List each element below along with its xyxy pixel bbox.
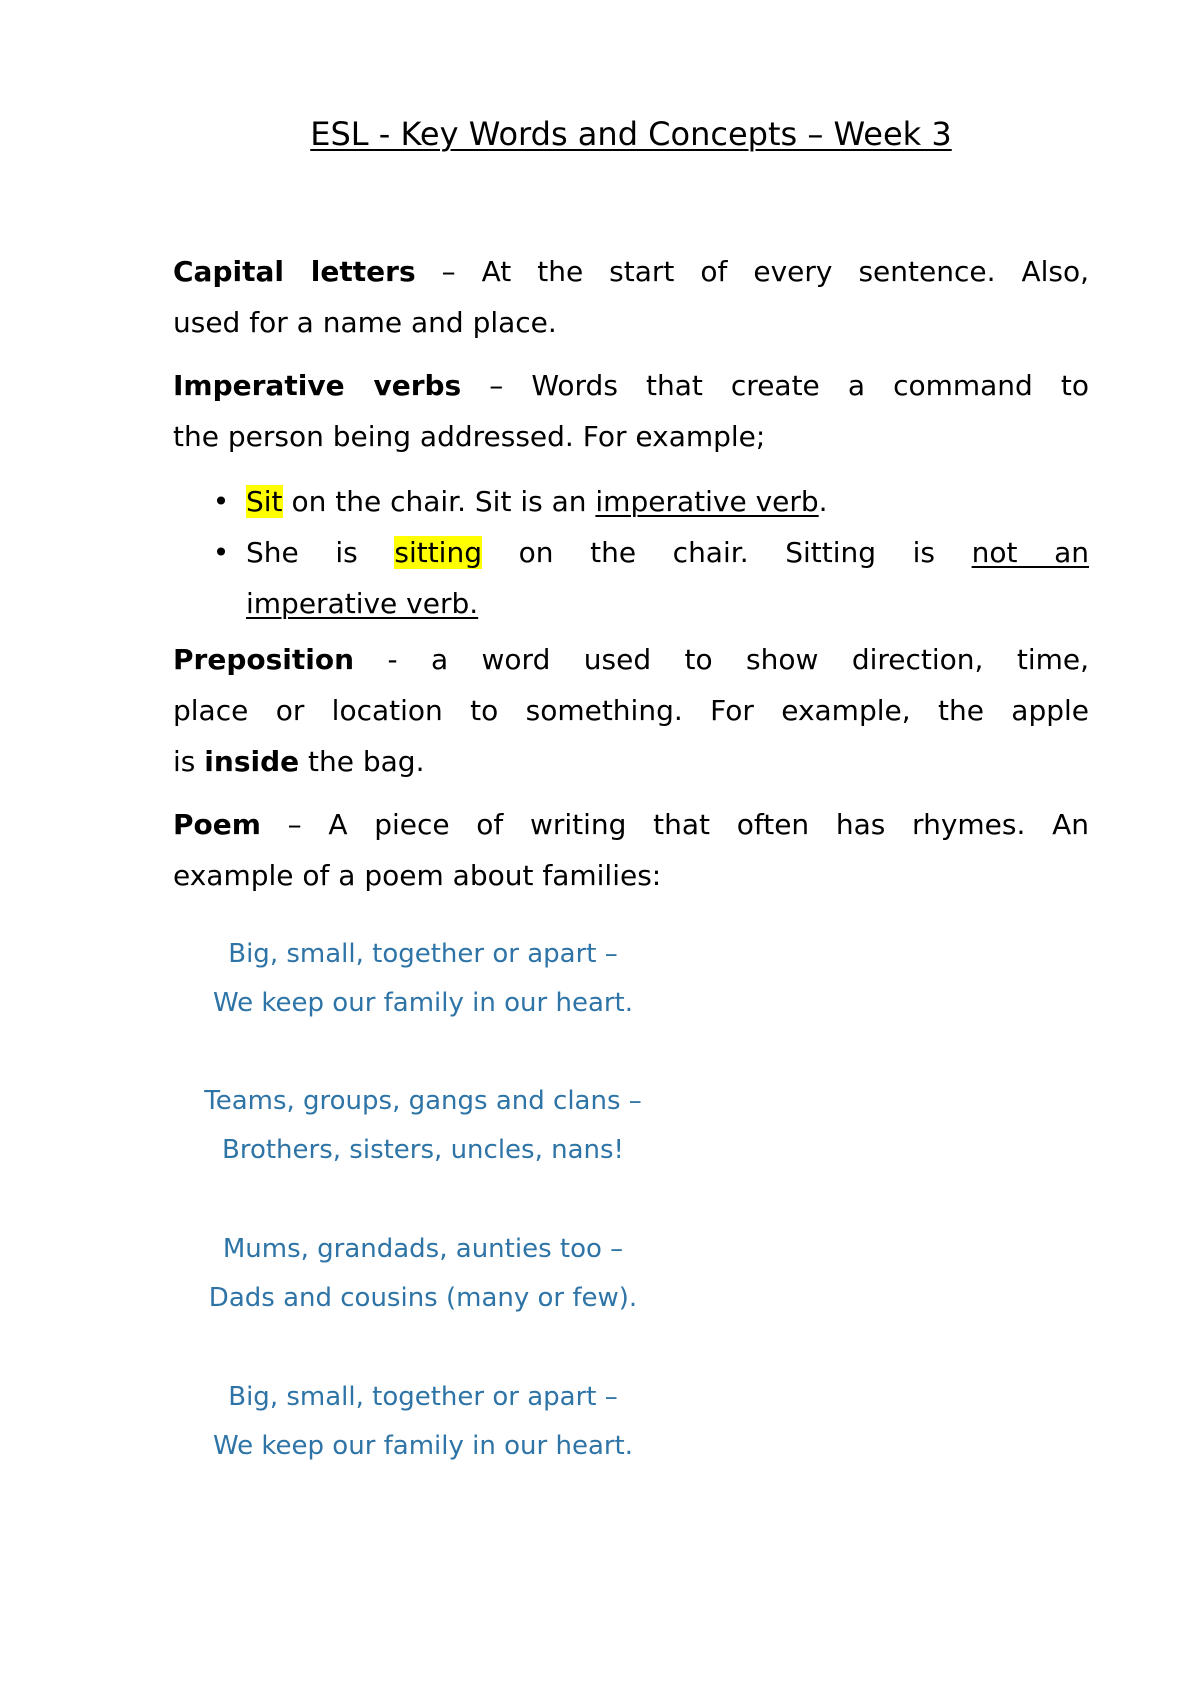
bullet-dot-icon: •: [212, 536, 230, 569]
underlined-phrase: imperative verb: [595, 485, 819, 518]
example-bullet-list: [173, 476, 1089, 629]
poem-line: Brothers, sisters, uncles, nans!: [222, 1135, 624, 1165]
bullet-text: on the chair. Sit is an: [291, 485, 587, 518]
definition-imperative-verbs: [173, 360, 1089, 462]
bullet-item: [173, 476, 1089, 527]
term-imperative-verbs: Imperative verbs: [173, 369, 462, 402]
poem-stanza: [183, 1077, 663, 1175]
bullet-line: [246, 578, 1089, 629]
definition-text: - a word used to show direction, time,: [387, 643, 1089, 676]
definition-line: the person being addressed. For example;: [173, 420, 766, 453]
poem-line: We keep our family in our heart.: [212, 988, 634, 1018]
definition-text: – A piece of writing that often has rhymes. An: [287, 808, 1089, 841]
definition-line: [173, 799, 1089, 850]
highlighted-word: Sit: [246, 485, 283, 518]
poem-line: Dads and cousins (many or few).: [208, 1283, 638, 1313]
bullet-line: [246, 527, 1089, 578]
definition-line: [173, 634, 1089, 685]
poem-line: Mums, grandads, aunties too –: [222, 1234, 624, 1264]
poem-stanza: [183, 1225, 663, 1323]
highlighted-word: sitting: [394, 536, 482, 569]
bullet-text: on the chair. Sitting is: [518, 536, 935, 569]
poem-stanza: [183, 1373, 663, 1471]
definition-line: example of a poem about families:: [173, 859, 662, 892]
term-capital-letters: Capital letters: [173, 255, 416, 288]
poem-line: Teams, groups, gangs and clans –: [204, 1086, 642, 1116]
definition-text: – At the start of every sentence. Also,: [441, 255, 1090, 288]
bullet-dot-icon: •: [212, 485, 230, 518]
term-poem: Poem: [173, 808, 261, 841]
poem-line: We keep our family in our heart.: [212, 1431, 634, 1461]
definition-line: [173, 736, 1089, 787]
definition-text: is: [173, 745, 196, 778]
bullet-line: [246, 476, 1089, 527]
underlined-phrase: imperative verb.: [246, 587, 479, 620]
term-preposition: Preposition: [173, 643, 355, 676]
definition-line: [173, 246, 1089, 297]
underlined-phrase: not an: [971, 536, 1090, 569]
bold-example-word: inside: [204, 745, 300, 778]
definition-line: [173, 360, 1089, 411]
definition-capital-letters: [173, 246, 1089, 348]
definition-line: place or location to something. For example, the apple: [173, 694, 1089, 727]
bullet-item: [173, 527, 1089, 629]
definition-poem: [173, 799, 1089, 901]
document-title: ESL - Key Words and Concepts – Week 3: [310, 115, 952, 153]
document-title-block: [173, 114, 1089, 154]
bullet-text: .: [818, 485, 828, 518]
definition-text: the bag.: [308, 745, 425, 778]
definition-preposition: [173, 634, 1089, 787]
poem-stanza: [183, 930, 663, 1028]
definition-line: used for a name and place.: [173, 306, 557, 339]
poem-line: Big, small, together or apart –: [228, 1382, 618, 1412]
poem-line: Big, small, together or apart –: [228, 939, 618, 969]
definition-text: – Words that create a command to: [489, 369, 1089, 402]
bullet-text: She is: [246, 536, 358, 569]
